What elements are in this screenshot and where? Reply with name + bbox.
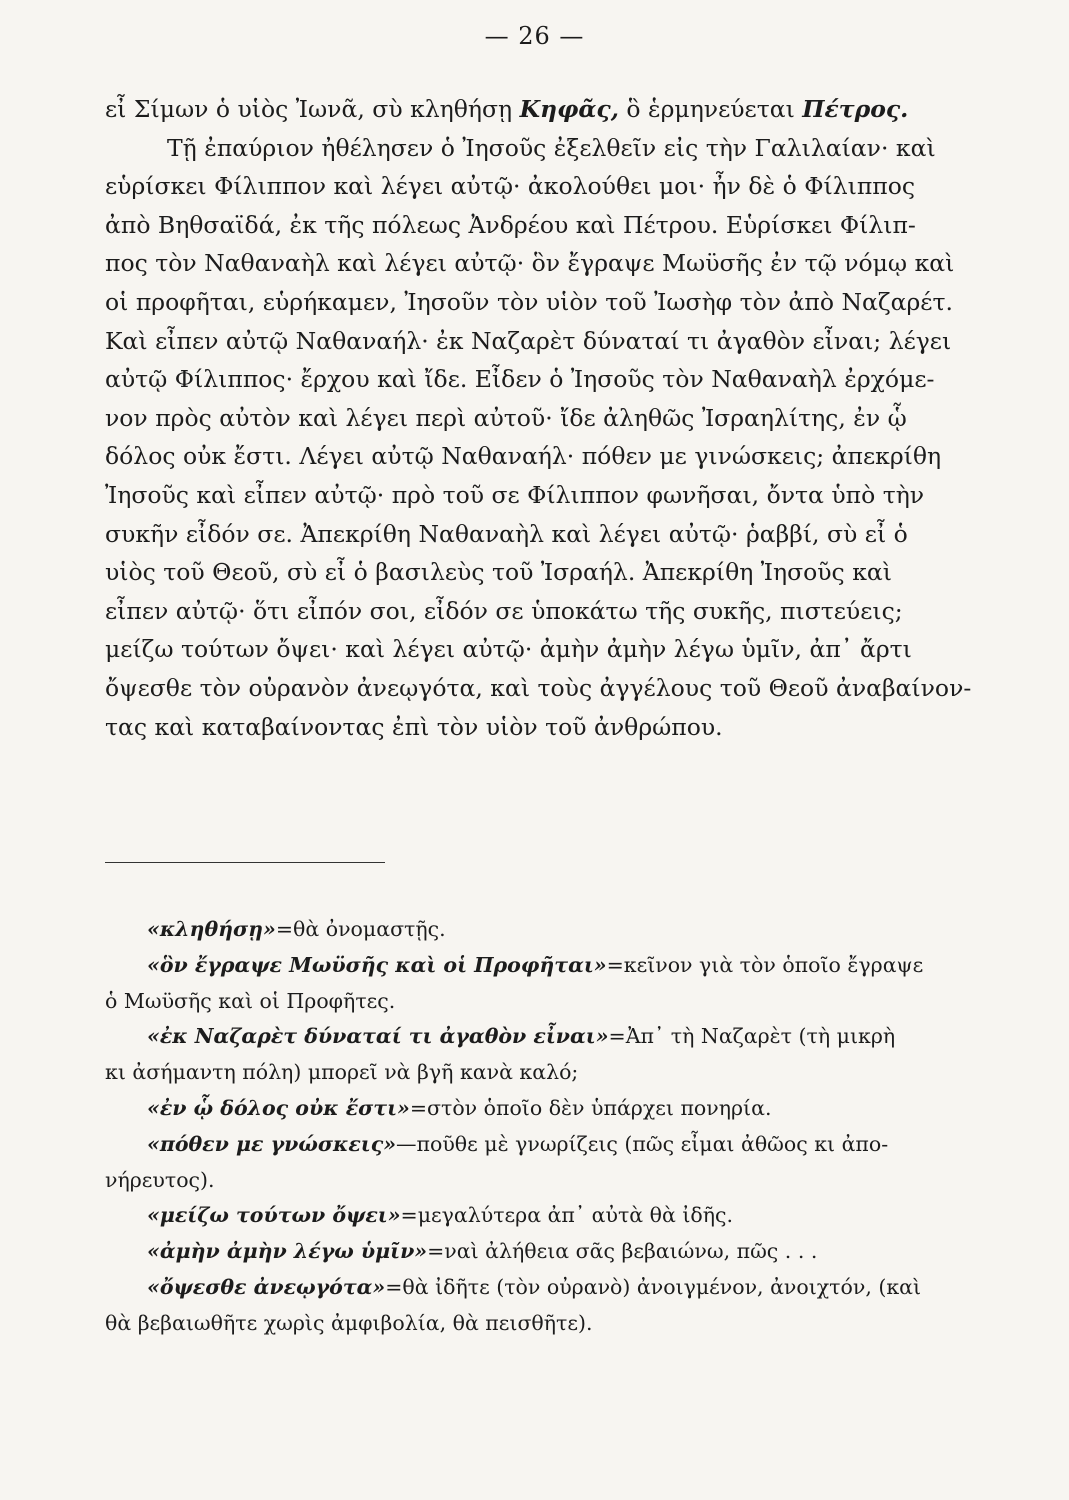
note-term: «ἐκ Ναζαρὲτ δύναταί τι ἀγαθὸν εἶναι» [147,1024,609,1049]
text-line: συκῆν εἶδόν σε. Ἀπεκρίθη Ναθαναὴλ καὶ λέγει αὐτῷ· ῥαββί, σὺ εἶ ὁ [105,519,908,548]
note-term: «πόθεν με γνώσκεις» [147,1131,397,1156]
note-text: κι ἀσήμαντη πόλη) μπορεῖ νὰ βγῆ κανὰ καλό; [105,1060,579,1085]
note-line [105,1091,1047,1127]
note-line [105,1234,1047,1270]
note-text: ὁ Μωϋσῆς καὶ οἱ Προφῆτες. [105,988,396,1013]
name-kephas: Κηφᾶς, [519,95,619,123]
text-line: πος τὸν Ναθαναὴλ καὶ λέγει αὐτῷ· ὃν ἔγραψε Μωϋσῆς ἐν τῷ νόμῳ καὶ [105,249,955,278]
text-segment: εἶ Σίμων ὁ υἱὸς Ἰωνᾶ, σὺ κληθήσῃ [105,95,520,123]
note-text: =Ἀπ᾽ τὴ Ναζαρὲτ (τὴ μικρὴ [608,1024,896,1049]
text-line: τας καὶ καταβαίνοντας ἐπὶ τὸν υἱὸν τοῦ ἀνθρώπου. [105,712,723,741]
note-line [105,1306,1047,1342]
note-text: =μεγαλύτερα ἀπ᾽ αὐτὰ θὰ ἰδῆς. [400,1203,734,1228]
note-text: =ναὶ ἀλήθεια σᾶς βεβαιώνω, πῶς . . . [427,1239,818,1264]
text-line: Ἰησοῦς καὶ εἶπεν αὐτῷ· πρὸ τοῦ σε Φίλιππον φωνῆσαι, ὄντα ὑπὸ τὴν [105,480,925,509]
note-line [105,984,1047,1020]
note-line [105,912,1047,948]
note-text: —ποῦθε μὲ γνωρίζεις (πῶς εἶμαι ἀθῶος κι ἀπο- [396,1131,889,1156]
note-text: =θὰ ὀνομαστῇς. [275,917,446,941]
text-line: Καὶ εἶπεν αὐτῷ Ναθαναήλ· ἐκ Ναζαρὲτ δύναταί τι ἀγαθὸν εἶναι; λέγει [105,326,952,355]
note-line [105,1055,1047,1091]
text-line: εἶπεν αὐτῷ· ὅτι εἶπόν σοι, εἶδόν σε ὑποκάτω τῆς συκῆς, πιστεύεις; [105,596,903,625]
text-line: ἀπὸ Βηθσαϊδά, ἐκ τῆς πόλεως Ἀνδρέου καὶ Πέτρου. Εὑρίσκει Φίλιπ- [105,210,916,239]
note-term: «κληθήσῃ» [147,917,276,941]
text-line: Τῇ ἐπαύριον ἠθέλησεν ὁ Ἰησοῦς ἐξελθεῖν εἰς τὴν Γαλιλαίαν· καὶ [167,133,936,162]
text-line: εὑρίσκει Φίλιππον καὶ λέγει αὐτῷ· ἀκολούθει μοι· ἦν δὲ ὁ Φίλιππος [105,172,916,201]
name-petros: Πέτρος. [802,95,909,123]
note-line [105,948,1047,984]
text-line: δόλος οὐκ ἔστι. Λέγει αὐτῷ Ναθαναήλ· πόθεν με γινώσκεις; ἀπεκρίθη [105,442,942,471]
note-line [105,1019,1047,1055]
note-line [105,1198,1047,1234]
note-line [105,1270,1047,1306]
note-line [105,1127,1047,1163]
note-line [105,1163,1047,1199]
text-line: μείζω τούτων ὄψει· καὶ λέγει αὐτῷ· ἀμὴν ἀμὴν λέγω ὑμῖν, ἀπ᾽ ἄρτι [105,635,912,664]
text-line: αὐτῷ Φίλιππος· ἔρχου καὶ ἴδε. Εἶδεν ὁ Ἰησοῦς τὸν Ναθαναὴλ ἐρχόμε- [105,365,935,394]
note-term: «ὃν ἔγραψε Μωϋσῆς καὶ οἱ Προφῆται» [147,952,607,977]
note-text: =στὸν ὁποῖο δὲν ὑπάρχει πονηρία. [409,1095,772,1120]
footnote-divider [105,862,385,863]
note-text: =θὰ ἰδῆτε (τὸν οὐρανὸ) ἀνοιγμένον, ἀνοιχτόν, (καὶ [385,1274,922,1299]
text-line: νον πρὸς αὐτὸν καὶ λέγει περὶ αὐτοῦ· ἴδε ἀληθῶς Ἰσραηλίτης, ἐν ᾧ [105,403,907,432]
note-text: θὰ βεβαιωθῆτε χωρὶς ἀμφιβολία, θὰ πεισθῆτε). [105,1310,593,1335]
glossary-notes [105,912,1047,1342]
note-term: «ἀμὴν ἀμὴν λέγω ὑμῖν» [147,1239,428,1264]
main-text [105,90,1047,746]
note-text: =κεῖνον γιὰ τὸν ὁποῖο ἔγραψε [606,952,924,977]
text-line: ὄψεσθε τὸν οὐρανὸν ἀνεῳγότα, καὶ τοὺς ἀγγέλους τοῦ Θεοῦ ἀναβαίνον- [105,673,972,702]
text-line [105,90,1047,129]
note-term: «μείζω τούτων ὄψει» [147,1203,401,1228]
text-line: οἱ προφῆται, εὑρήκαμεν, Ἰησοῦν τὸν υἱὸν τοῦ Ἰωσὴφ τὸν ἀπὸ Ναζαρέτ. [105,287,953,316]
text-segment: ὃ ἑρμηνεύεται [618,95,803,123]
text-line: υἱὸς τοῦ Θεοῦ, σὺ εἶ ὁ βασιλεὺς τοῦ Ἰσραήλ. Ἀπεκρίθη Ἰησοῦς καὶ [105,558,892,587]
note-text: νήρευτος). [105,1167,215,1192]
page-number: — 26 — [484,22,585,50]
note-term: «ὄψεσθε ἀνεῳγότα» [147,1274,386,1299]
note-term: «ἐν ᾧ δόλος οὐκ ἔστι» [147,1095,410,1120]
